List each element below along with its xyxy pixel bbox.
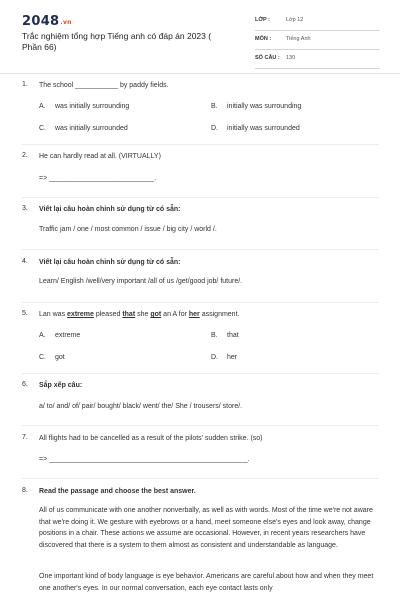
option-letter: C. — [39, 354, 46, 361]
site-logo[interactable] — [22, 14, 72, 29]
page-title: Trắc nghiệm tổng hợp Tiếng anh có đáp án 2023 ( Phần 66) — [22, 31, 212, 52]
option-c[interactable] — [39, 354, 65, 361]
meta-label: SỐ CÂU : — [255, 55, 280, 61]
question-prompt: a/ to/ and/ of/ pair/ bought/ black/ went/ the/ She / trousers/ store/. — [39, 403, 243, 410]
question-separator — [22, 302, 379, 303]
underlined-word: got — [150, 311, 162, 318]
question-text: Read the passage and choose the best answer. — [39, 488, 196, 495]
underlined-word: her — [188, 311, 200, 318]
question-separator — [22, 478, 379, 479]
option-text: was initially surrounded — [55, 125, 128, 132]
option-letter: B. — [211, 332, 218, 339]
logo-suffix: .vn — [60, 19, 72, 26]
option-text: initially was surrounded — [227, 125, 300, 132]
option-text: initially was surrounding — [227, 103, 302, 110]
passage-paragraph: One important kind of body language is eye behavior. Americans are careful about how and when they meet one another's eyes. In our normal conversation, each eye contact lasts only — [39, 573, 374, 592]
option-b[interactable] — [211, 332, 239, 339]
text-part: an A for — [161, 311, 189, 318]
question-text: All flights had to be cancelled as a result of the pilots' sudden strike. (so) — [39, 435, 263, 442]
option-text: was initially surrounding — [55, 103, 130, 110]
passage-paragraph: All of us communicate with one another nonverbally, as well as with words. Most of the time we're not aware that we're doing it. We gesture with eyebrows or a hand, meet someone else's eyes and look away, change positions in a chair. These actions we assume are occasional. However, in recent years researchers have discovered that there is a system to them almost as consistent and understandable as language. — [39, 507, 373, 549]
underlined-word: extreme — [67, 311, 94, 318]
option-d[interactable] — [211, 354, 237, 361]
option-d[interactable] — [211, 125, 300, 132]
meta-label: MÔN : — [255, 36, 272, 42]
meta-value: Tiếng Anh — [286, 36, 311, 42]
option-letter: C. — [39, 125, 46, 132]
meta-label: LỚP : — [255, 17, 270, 23]
option-a[interactable] — [39, 332, 80, 339]
question-number: 3. — [22, 205, 28, 212]
option-letter: A. — [39, 103, 46, 110]
option-text: got — [55, 354, 65, 361]
question-separator — [22, 425, 379, 426]
logo-text: 2048 — [22, 14, 60, 29]
option-text: her — [227, 354, 238, 361]
question-number: 2. — [22, 152, 28, 159]
question-separator — [22, 373, 379, 374]
option-c[interactable] — [39, 125, 128, 132]
option-a[interactable] — [39, 103, 129, 110]
question-text: The school ___________ by paddy fields. — [39, 82, 169, 89]
question-separator — [22, 249, 379, 250]
question-separator — [22, 197, 379, 198]
question-number: 1. — [22, 81, 28, 88]
text-part: assignment. — [199, 311, 240, 318]
question-number: 7. — [22, 434, 28, 441]
question-prompt: Learn/ English /well/very important /all of us /get/good job/ future/. — [39, 278, 243, 285]
option-b[interactable] — [211, 103, 301, 110]
text-part: Lan was — [39, 311, 68, 318]
option-letter: D. — [211, 354, 218, 361]
option-text: that — [227, 332, 239, 339]
header-divider — [0, 73, 400, 74]
question-text: Viết lại câu hoàn chỉnh sử dụng từ có sẵn: — [39, 206, 181, 213]
question-text: Viết lại câu hoàn chỉnh sử dụng từ có sẵn: — [39, 259, 181, 266]
meta-row-subject — [255, 33, 380, 50]
question-text — [39, 310, 379, 320]
question-number: 8. — [22, 487, 28, 494]
question-number: 5. — [22, 310, 28, 317]
option-letter: B. — [211, 103, 218, 110]
meta-value: 130 — [286, 55, 296, 61]
meta-row-count — [255, 52, 380, 69]
question-prompt: Traffic jam / one / most common / issue / big city / world /. — [39, 226, 217, 233]
meta-row-class — [255, 14, 380, 31]
question-text: Sắp xếp câu: — [39, 382, 83, 389]
document-header — [0, 0, 400, 72]
option-letter: A. — [39, 332, 46, 339]
option-text: extreme — [55, 332, 81, 339]
text-part: pleased — [93, 311, 123, 318]
meta-value: Lớp 12 — [286, 17, 304, 23]
answer-line[interactable]: => ___________________________________________________. — [39, 456, 250, 463]
question-text: He can hardly read at all. (VIRTUALLY) — [39, 153, 161, 160]
answer-line[interactable]: => ___________________________. — [39, 175, 157, 182]
meta-table — [255, 14, 380, 71]
option-letter: D. — [211, 125, 218, 132]
question-separator — [22, 144, 379, 145]
text-part: she — [135, 311, 151, 318]
underlined-word: that — [122, 311, 136, 318]
question-number: 6. — [22, 381, 28, 388]
question-number: 4. — [22, 258, 28, 265]
